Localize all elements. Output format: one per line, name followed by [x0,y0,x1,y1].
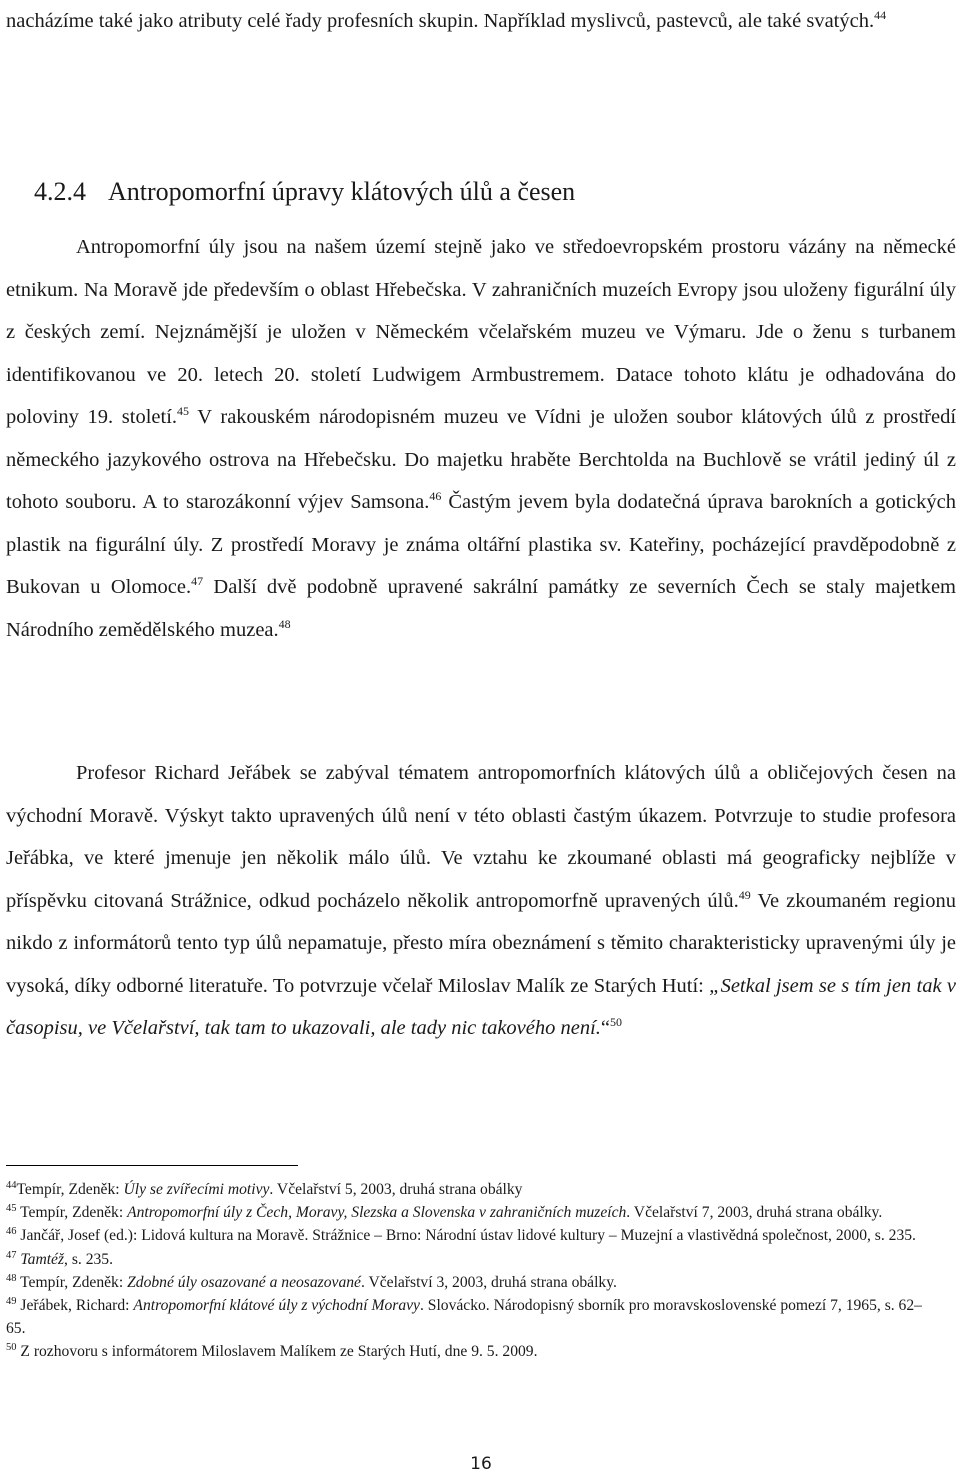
paragraph-1 [6,226,956,651]
footnote-number: 49 [6,1295,17,1307]
intro-text: nacházíme také jako atributy celé řady profesních skupin. Například myslivců, pastevců, ale také svatých. [6,10,875,32]
footnote-ref-49[interactable]: 49 [738,887,751,902]
quote-close: “ [600,1017,611,1039]
footnote-text: Jančář, Josef (ed.): Lidová kultura na Moravě. Strážnice – Brno: Národní ústav lidové kultury – Muzejní a vlastivědná společnost, 2000, s. 235. [16,1227,916,1245]
intro-paragraph [6,0,956,43]
section-number: 4.2.4 [34,177,86,206]
footnote-text: . Slovácko. Národopisný sborník pro moravskoslovenské pomezí 7, 1965, s. 62–65. [6,1297,922,1338]
footnote-title: Úly se zvířecími motivy [123,1181,270,1198]
footnote-ref-44[interactable]: 44 [874,8,887,23]
footnote-text: Jeřábek, Richard: [16,1297,134,1315]
footnote [6,1248,936,1271]
footnote-text: . Včelařství 5, 2003, druhá strana obálky [269,1181,523,1198]
footnote-text: Z rozhovoru s informátorem Miloslavem Malíkem ze Starých Hutí, dne 9. 5. 2009. [16,1343,538,1361]
footnotes [6,1178,936,1364]
footnote-ref-50[interactable]: 50 [610,1015,623,1030]
footnote-text: . Včelařství 7, 2003, druhá strana obálky. [626,1204,883,1222]
paragraph-1-text-2: V rakouském národopisném muzeu ve Vídni je uložen soubor klátových úlů z prostředí německého jazykového ostrova na Hřebečsku. Do majetku hraběte Berchtolda na Buchlově se vrátil jediný úl z tohoto souboru. A to starozákonní výjev Samsona. [6,406,957,513]
footnote-title: Zdobné úly osazované a neosazované [127,1273,361,1291]
paragraph-1-text-1: Antropomorfní úly jsou na našem území stejně jako ve středoevropském prostoru vázány na německé etnikum. Na Moravě jde především o oblast Hřebečska. V zahraničních muzeích Evropy jsou uloženy figurální úly z českých zemí. Nejznámější je uložen v Německém včelařském muzeu ve Výmaru. Jde o ženu s turbanem identifikovanou ve 20. letech 20. století Ludwigem Armbustremem. Datace tohoto klátu je odhadována do poloviny 19. století. [6,236,956,428]
interview-quote: „Setkal jsem se s tím jen tak v časopisu, ve Včelařství, tak tam to ukazovali, ale tady nic takového není. [6,974,956,1039]
footnote [6,1178,936,1201]
footnote-text: Tempír, Zdeněk: [16,1204,128,1222]
section-title: Antropomorfní úpravy klátových úlů a česen [108,177,576,206]
footnote-text: . Včelařství 3, 2003, druhá strana obálky. [360,1273,617,1291]
footnote-title: Antropomorfní úly z Čech, Moravy, Slezska a Slovenska v zahraničních muzeích [127,1204,627,1222]
footnote-ref-45[interactable]: 45 [177,404,190,419]
footnote-ref-47[interactable]: 47 [191,574,204,589]
footnote-number: 45 [6,1203,17,1215]
footnote [6,1271,936,1294]
footnote-title: Tamtéž [20,1250,65,1268]
paragraph-1-text-4: Další dvě podobně upravené sakrální památky ze severních Čech se staly majetkem Národního zemědělského muzea. [6,576,956,641]
page-number: 16 [470,1454,492,1474]
footnote-number: 47 [6,1249,17,1261]
footnote [6,1340,936,1363]
section-heading [34,172,575,212]
footnote-title: Antropomorfní klátové úly z východní Moravy [133,1297,420,1315]
footnote [6,1224,936,1247]
footnote [6,1294,936,1340]
paragraph-1-text-3: Častým jevem byla dodatečná úprava barokních a gotických plastik na figurální úly. Z prostředí Moravy je známa oltářní plastika sv. Kateřiny, pocházející pravděpodobně z Bukovan u Olomoce. [6,491,956,598]
paragraph-2-text-1: Profesor Richard Jeřábek se zabýval tématem antropomorfních klátových úlů a obličejových česen na východní Moravě. Výskyt takto upravených úlů není v této oblasti častým úkazem. Potvrzuje to studie profesora Jeřábka, ve které jmenuje jen několik málo úlů. Ve vztahu ke zkoumané oblasti má geograficky nejblíže v příspěvku citovaná Strážnice, odkud pocházelo několik antropomorfně upravených úlů. [6,762,956,912]
footnote-ref-48[interactable]: 48 [278,616,291,631]
document-page [6,0,956,1479]
paragraph-2 [6,752,956,1050]
footnote-text: Tempír, Zdeněk: [16,1181,124,1198]
footnote-number: 48 [6,1272,17,1284]
footnote [6,1201,936,1224]
footnote-number: 46 [6,1226,17,1238]
footnote-separator [6,1165,298,1166]
paragraph-2-text-2: Ve zkoumaném regionu nikdo z informátorů tento typ úlů nepamatuje, přesto míra obeznámení s těmito charakteristicky upravenými úly je vysoká, díky odborné literatuře. To potvrzuje včelař Miloslav Malík ze Starých Hutí: [6,889,956,997]
footnote-number: 44 [6,1179,17,1191]
footnote-text: Tempír, Zdeněk: [16,1273,128,1291]
footnote-ref-46[interactable]: 46 [429,489,442,504]
footnote-text: , s. 235. [64,1250,113,1268]
footnote-number: 50 [6,1342,17,1354]
